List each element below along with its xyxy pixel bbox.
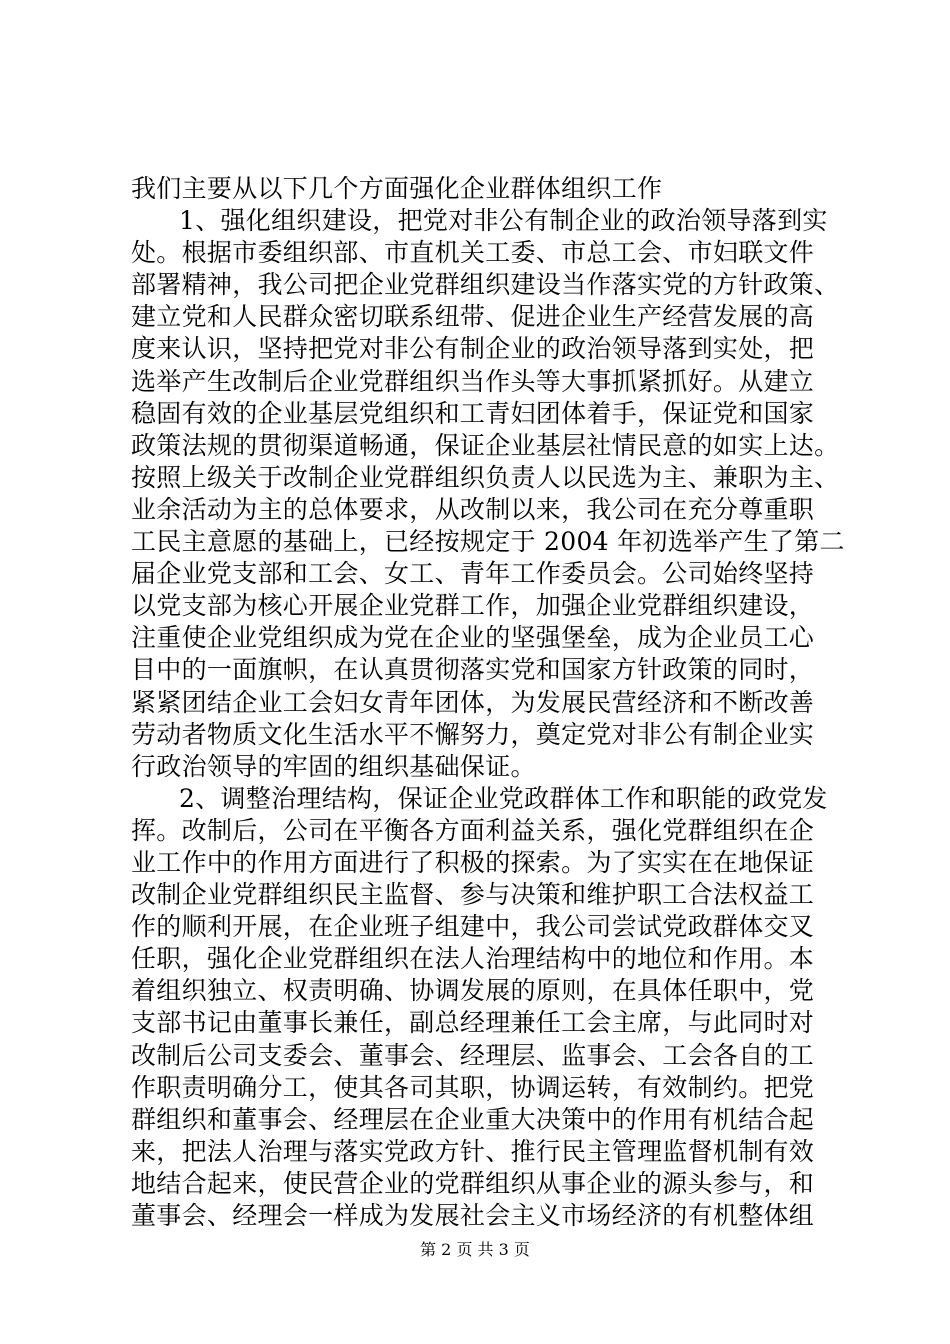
- paragraph-line: 稳固有效的企业基层党组织和工青妇团体着手，保证党和国家: [131, 398, 815, 428]
- paragraph-line: 2、调整治理结构，保证企业党政群体工作和职能的政党发: [179, 783, 828, 813]
- paragraph-2: [131, 783, 831, 1232]
- paragraph-line: 任职，强化企业党群组织在法人治理结构中的地位和作用。本: [131, 944, 815, 974]
- paragraph-line: 改制企业党群组织民主监督、参与决策和维护职工合法权益工: [131, 880, 815, 910]
- section-heading: 我们主要从以下几个方面强化企业群体组织工作: [131, 174, 663, 203]
- paragraph-line: 选举产生改制后企业党群组织当作头等大事抓紧抓好。从建立: [131, 366, 815, 396]
- paragraph-line: 董事会、经理会一样成为发展社会主义市场经济的有机整体组: [131, 1201, 815, 1230]
- paragraph-line: 支部书记由董事长兼任，副总经理兼任工会主席，与此同时对: [131, 1008, 815, 1038]
- paragraph-line: 工民主意愿的基础上，已经按规定于 2004 年初选举产生了第二: [131, 527, 845, 557]
- paragraph-line: 建立党和人民群众密切联系纽带、促进企业生产经营发展的高: [131, 302, 815, 332]
- paragraph-line: 紧紧团结企业工会妇女青年团体，为发展民营经济和不断改善: [131, 687, 815, 717]
- paragraph-line: 1、强化组织建设，把党对非公有制企业的政治领导落到实: [179, 206, 828, 236]
- paragraph-line: 来，把法人治理与落实党政方针、推行民主管理监督机制有效: [131, 1136, 815, 1166]
- paragraph-line: 注重使企业党组织成为党在企业的坚强堡垒，成为企业员工心: [131, 623, 815, 653]
- paragraph-line: 劳动者物质文化生活水平不懈努力，奠定党对非公有制企业实: [131, 719, 815, 749]
- paragraph-line: 着组织独立、权责明确、协调发展的原则，在具体任职中，党: [131, 976, 815, 1006]
- paragraph-line: 改制后公司支委会、董事会、经理层、监事会、工会各自的工: [131, 1040, 815, 1070]
- paragraph-line: 地结合起来，使民营企业的党群组织从事企业的源头参与，和: [131, 1168, 815, 1198]
- paragraph-line: 处。根据市委组织部、市直机关工委、市总工会、市妇联文件: [131, 238, 815, 268]
- paragraph-line: 作的顺利开展，在企业班子组建中，我公司尝试党政群体交叉: [131, 912, 815, 942]
- paragraph-line: 作职责明确分工，使其各司其职，协调运转，有效制约。把党: [131, 1072, 815, 1102]
- paragraph-line: 业余活动为主的总体要求，从改制以来，我公司在充分尊重职: [131, 494, 815, 524]
- paragraph-line: 挥。改制后，公司在平衡各方面利益关系，强化党群组织在企: [131, 815, 815, 845]
- paragraph-line: 届企业党支部和工会、女工、青年工作委员会。公司始终坚持: [131, 559, 815, 589]
- paragraph-line: 以党支部为核心开展企业党群工作，加强企业党群组织建设，: [131, 591, 815, 621]
- document-body: [131, 173, 845, 1232]
- paragraph-line: 度来认识，坚持把党对非公有制企业的政治领导落到实处，把: [131, 334, 815, 364]
- paragraph-line: 业工作中的作用方面进行了积极的探索。为了实实在在地保证: [131, 847, 815, 877]
- paragraph-line: 部署精神，我公司把企业党群组织建设当作落实党的方针政策、: [131, 270, 840, 300]
- page-number-footer: 第 2 页 共 3 页: [420, 1240, 530, 1259]
- paragraph-line: 行政治领导的牢固的组织基础保证。: [131, 751, 536, 781]
- paragraph-1: [131, 205, 845, 783]
- paragraph-line: 按照上级关于改制企业党群组织负责人以民选为主、兼职为主、: [131, 462, 840, 492]
- paragraph-line: 政策法规的贯彻渠道畅通，保证企业基层社情民意的如实上达。: [131, 430, 840, 460]
- paragraph-line: 目中的一面旗帜，在认真贯彻落实党和国家方针政策的同时，: [131, 655, 815, 685]
- paragraph-line: 群组织和董事会、经理层在企业重大决策中的作用有机结合起: [131, 1104, 815, 1134]
